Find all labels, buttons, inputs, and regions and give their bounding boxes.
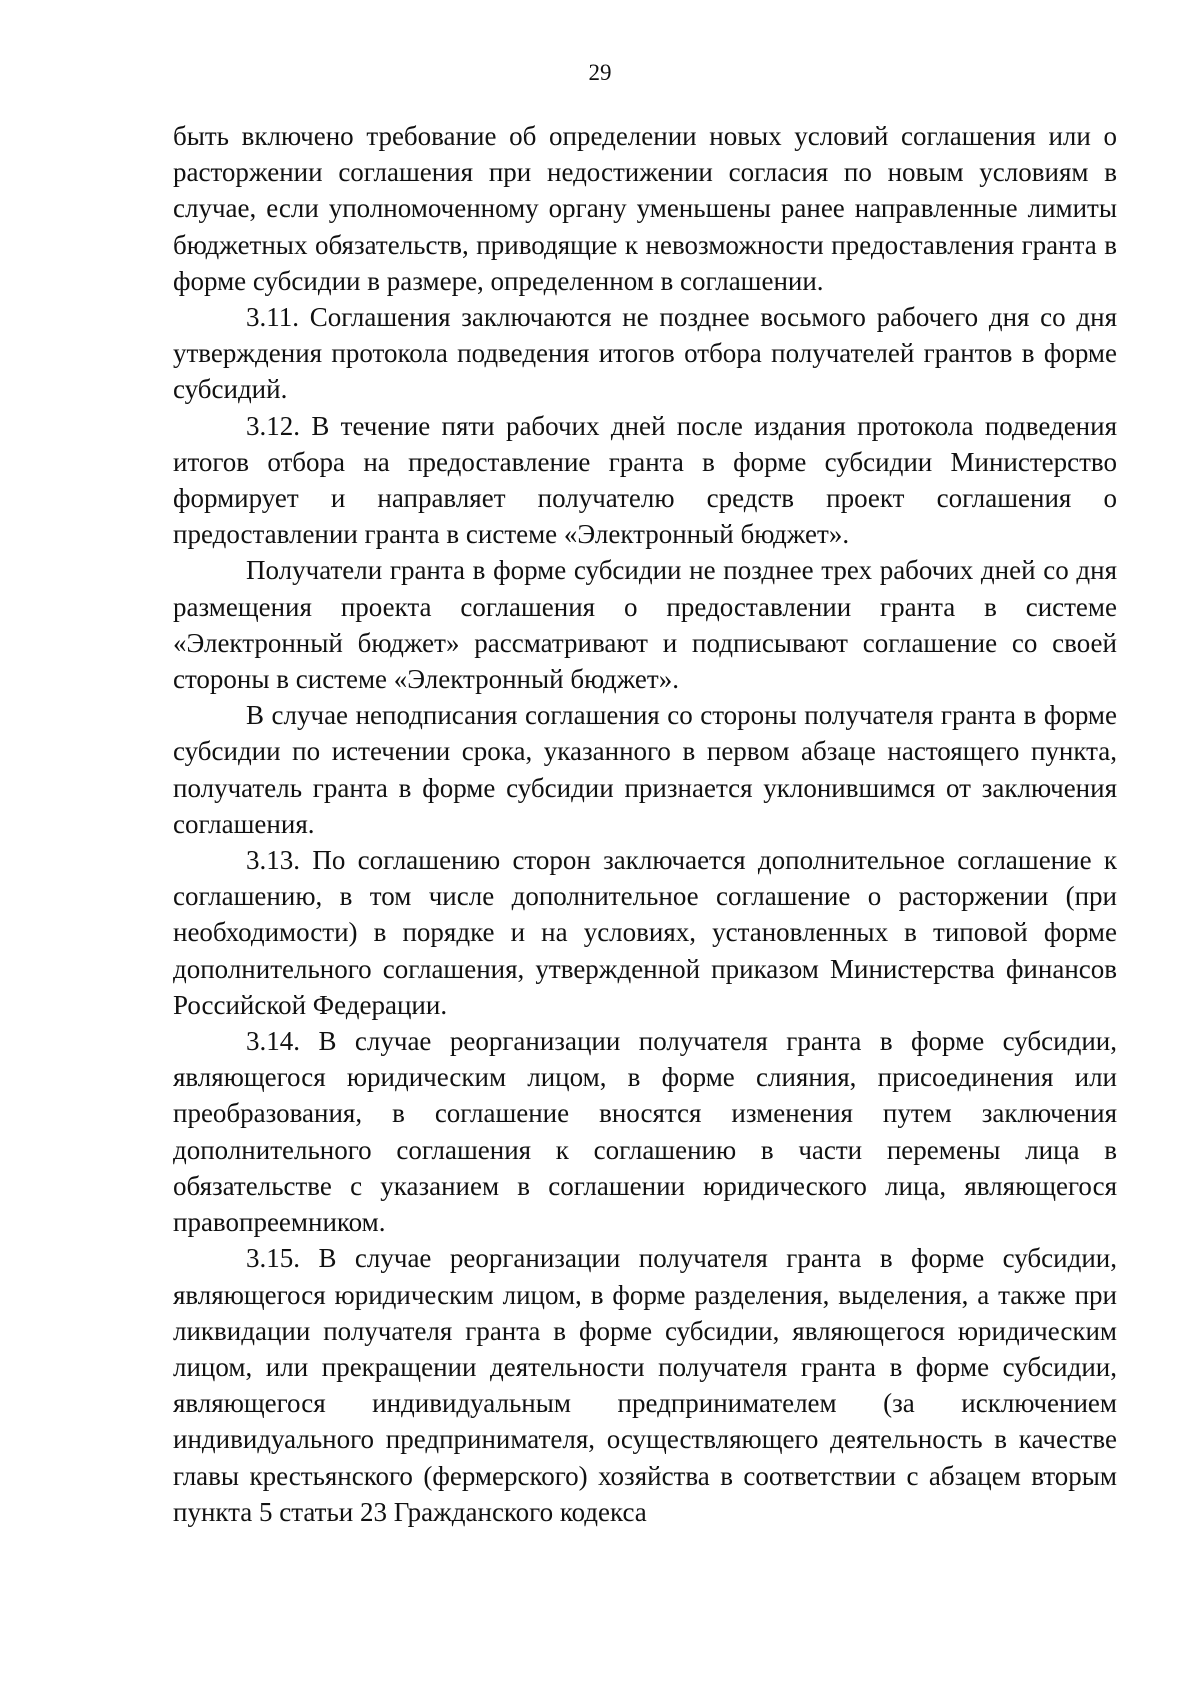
paragraph-3-14: 3.14. В случае реорганизации получателя гранта в форме субсидии, являющегося юридическим лицом, в форме слияния, присоединения или преобразования, в соглашение вносятся изменения путем заключения дополнительного соглашения к соглашению в части перемены лица в обязательстве с указанием в соглашении юридического лица, являющегося правопреемником.	[173, 1026, 1117, 1238]
paragraph-3-12-non-signing: В случае неподписания соглашения со стороны получателя гранта в форме субсидии по истечении срока, указанного в первом абзаце настоящего пункта, получатель гранта в форме субсидии признается уклонившимся от заключения соглашения.	[173, 700, 1117, 839]
paragraph-3-15: 3.15. В случае реорганизации получателя гранта в форме субсидии, являющегося юридическим лицом, в форме разделения, выделения, а также при ликвидации получателя гранта в форме субсидии, являющегося юридическим лицом, или прекращении деятельности получателя гранта в форме субсидии, являющегося индивидуальным предпринимателем (за исключением индивидуального предпринимателя, осуществляющего деятельность в качестве главы крестьянского (фермерского) хозяйства в соответствии с абзацем вторым пункта 5 статьи 23 Гражданского кодекса	[173, 1243, 1117, 1527]
paragraph-3-12: 3.12. В течение пяти рабочих дней после издания протокола подведения итогов отбора на предоставление гранта в форме субсидии Министерство формирует и направляет получателю средств проект соглашения о предоставлении гранта в системе «Электронный бюджет».	[173, 410, 1117, 550]
paragraph-continuation: быть включено требование об определении новых условий соглашения или о расторжении соглашения при недостижении согласия по новым условиям в случае, если уполномоченному органу уменьшены ранее направленные лимиты бюджетных обязательств, приводящие к невозможности предоставления гранта в форме субсидии в размере, определенном в соглашении.	[173, 121, 1117, 296]
paragraph-3-11: 3.11. Соглашения заключаются не позднее восьмого рабочего дня со дня утверждения протокола подведения итогов отбора получателей грантов в форме субсидий.	[173, 302, 1117, 405]
paragraph-3-13: 3.13. По соглашению сторон заключается дополнительное соглашение к соглашению, в том числе дополнительное соглашение о расторжении (при необходимости) в порядке и на условиях, установленных в типовой форме дополнительного соглашения, утвержденной приказом Министерства финансов Российской Федерации.	[173, 845, 1117, 1020]
page-number: 29	[588, 60, 612, 85]
document-body	[173, 118, 1117, 1530]
paragraph-3-12-signing: Получатели гранта в форме субсидии не позднее трех рабочих дней со дня размещения проекта соглашения о предоставлении гранта в системе «Электронный бюджет» рассматривают и подписывают соглашение со своей стороны в системе «Электронный бюджет».	[173, 555, 1117, 695]
